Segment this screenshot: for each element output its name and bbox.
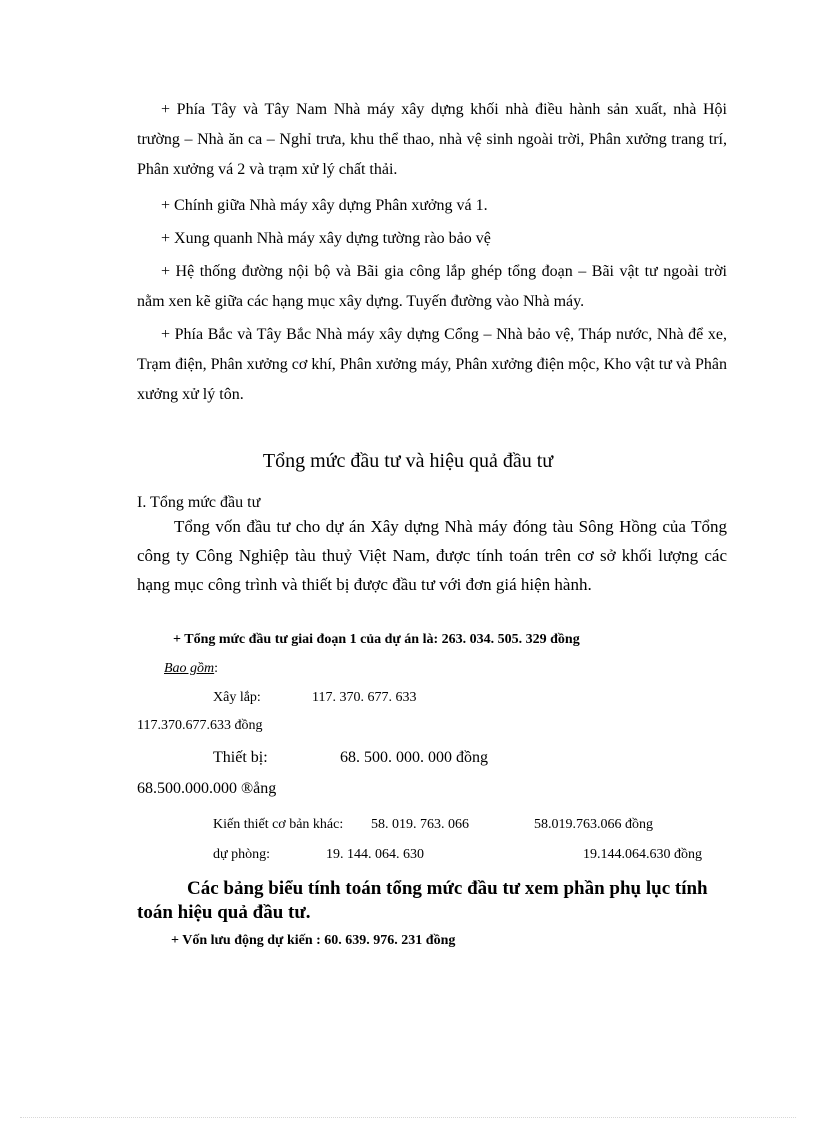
contingency-value-full: 19.144.064.630 đồng: [583, 847, 702, 862]
equipment-value-full: 68.500.000.000 ®ång: [137, 780, 277, 797]
equipment-label: Thiết bị:: [213, 749, 268, 766]
bullet-north: + Phía Bắc và Tây Bắc Nhà máy xây dựng Cổng – Nhà bảo vệ, Tháp nước, Nhà để xe, Trạm điện, Phân xưởng cơ khí, Phân xưởng máy, Phân xưởng điện mộc, Kho vật tư và Phân xưởng xử lý tôn.: [137, 326, 727, 403]
includes-colon: :: [214, 661, 219, 676]
intro-paragraph: Tổng vốn đầu tư cho dự án Xây dựng Nhà máy đóng tàu Sông Hồng của Tổng công ty Công Nghiệp tàu thuỷ Việt Nam, được tính toán trên cơ sở khối lượng các hạng mục công trình và thiết bị được đầu tư với đơn giá hiện hành.: [137, 517, 727, 594]
subsection-title: I. Tổng mức đầu tư: [137, 494, 261, 511]
total-phase1: + Tổng mức đầu tư giai đoạn 1 của dự án là: 263. 034. 505. 329 đồng: [173, 632, 580, 647]
basic-other-value: 58. 019. 763. 066: [371, 817, 469, 832]
basic-other-value-full: 58.019.763.066 đồng: [534, 817, 653, 832]
contingency-value: 19. 144. 064. 630: [326, 847, 424, 862]
appendix-note: Các bảng biểu tính toán tổng mức đầu tư xem phần phụ lục tính toán hiệu quả đầu tư.: [137, 878, 708, 923]
bullet-roads: + Hệ thống đường nội bộ và Bãi gia công lắp ghép tổng đoạn – Bãi vật tư ngoài trời nằm xen kẽ giữa các hạng mục xây dựng. Tuyến đường vào Nhà máy.: [137, 263, 727, 310]
equipment-value: 68. 500. 000. 000 đồng: [340, 749, 488, 766]
bullet-fence: + Xung quanh Nhà máy xây dựng tường rào bảo vệ: [161, 230, 491, 247]
page-bottom-divider: [20, 1117, 796, 1118]
basic-other-label: Kiến thiết cơ bản khác:: [213, 817, 344, 832]
contingency-label: dự phòng:: [213, 847, 270, 862]
construction-label: Xây lắp:: [213, 690, 261, 705]
bullet-center: + Chính giữa Nhà máy xây dựng Phân xưởng vá 1.: [161, 197, 488, 214]
section-title: Tổng mức đầu tư và hiệu quả đầu tư: [262, 450, 554, 472]
working-capital: + Vốn lưu động dự kiến : 60. 639. 976. 231 đồng: [171, 933, 456, 948]
includes-label: [164, 661, 218, 677]
bullet-west: + Phía Tây và Tây Nam Nhà máy xây dựng khối nhà điều hành sản xuất, nhà Hội trường – Nhà ăn ca – Nghỉ trưa, khu thể thao, nhà vệ sinh ngoài trời, Phân xưởng trang trí, Phân xưởng vá 2 và trạm xử lý chất thải.: [137, 101, 727, 178]
construction-value: 117. 370. 677. 633: [312, 690, 417, 705]
construction-value-full: 117.370.677.633 đồng: [137, 718, 263, 733]
includes-text: Bao gồm: [164, 661, 215, 676]
